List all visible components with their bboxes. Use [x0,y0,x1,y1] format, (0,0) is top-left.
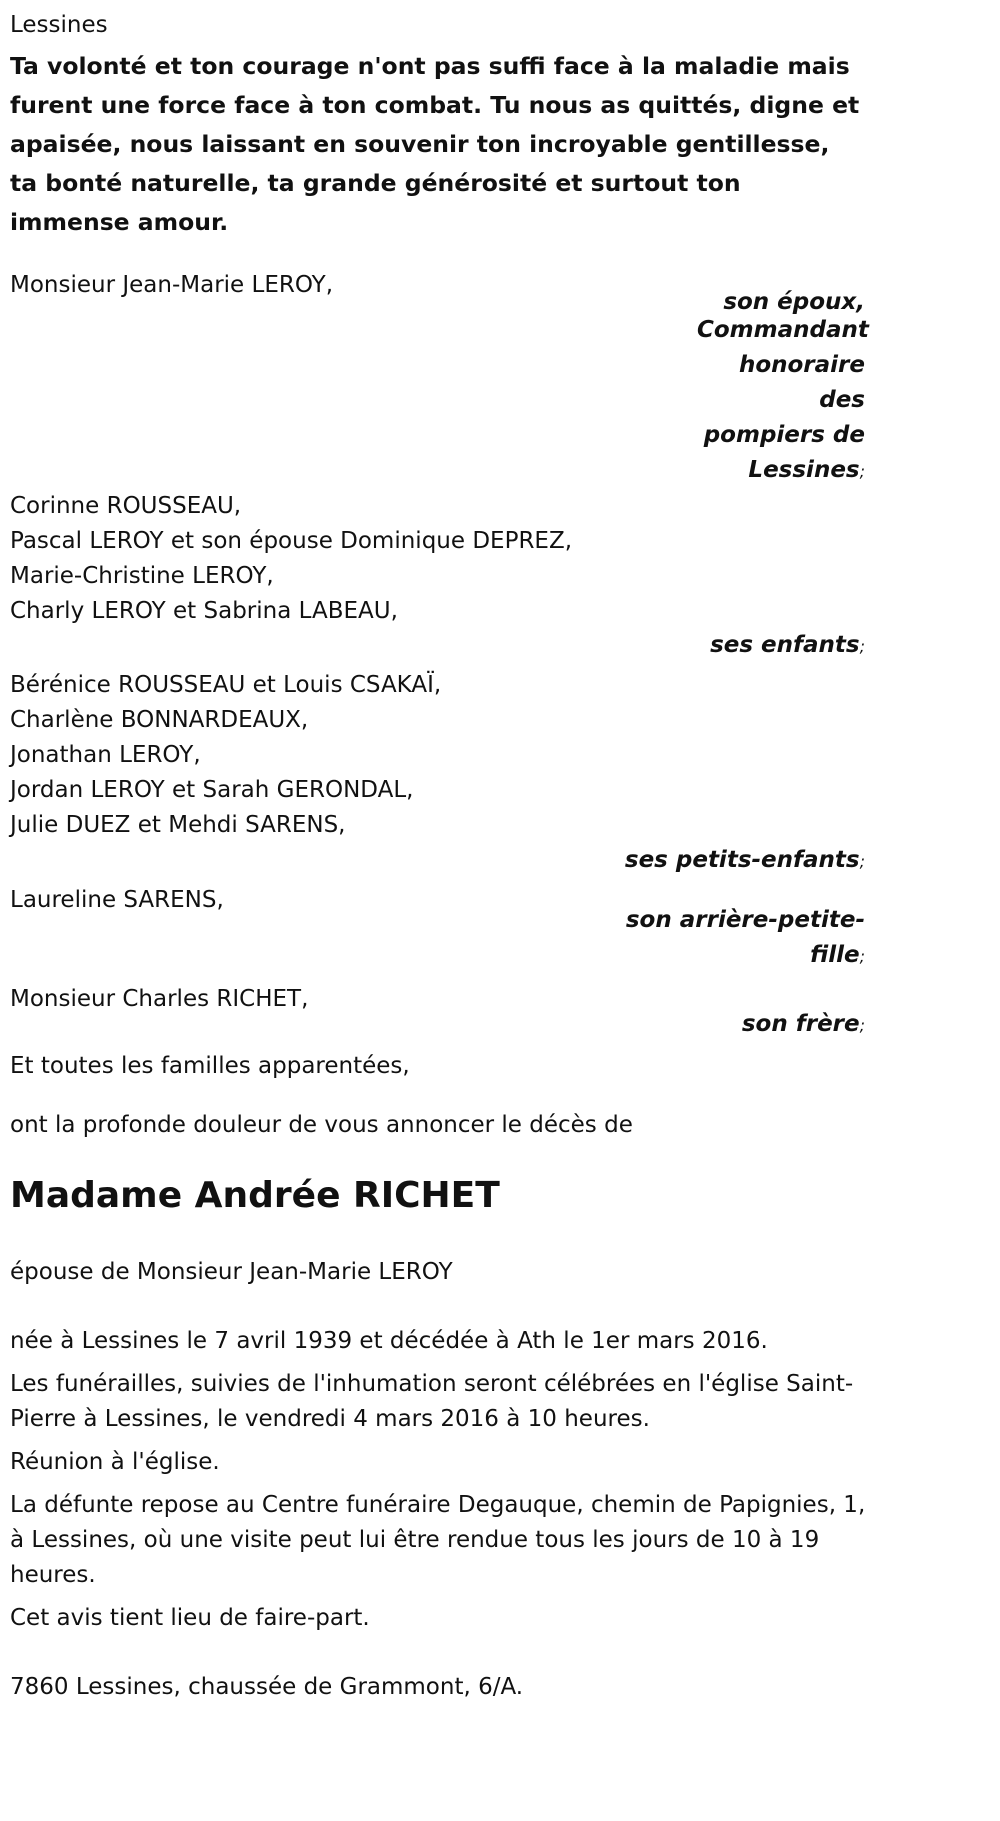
children-names [10,489,1000,629]
relation-label-children [697,628,865,664]
family-member-name: Charly LEROY et Sabrina LABEAU, [10,598,398,624]
relation-separator: ; [859,637,865,656]
relation-separator: ; [859,852,865,871]
family-member-name: Marie-Christine LEROY, [10,563,274,589]
deceased-name: Madame Andrée RICHET [10,1175,500,1216]
family-member-name: Jordan LEROY et Sarah GERONDAL, [10,777,414,803]
family-group-grandchildren [10,668,1000,879]
announcement-text: ont la profonde douleur de vous annoncer le décès de [10,1112,633,1138]
grandchildren-names [10,668,1000,843]
rest-place-text: La défunte repose au Centre funéraire Degauque, chemin de Papignies, 1, à Lessines, où une visite peut lui être rendue tous les jours de 10 à 19 heures. [10,1492,866,1588]
relation-label-great-granddaughter [615,903,865,974]
family-member-name: Jonathan LEROY, [10,742,201,768]
spouse-of-text: épouse de Monsieur Jean-Marie LEROY [10,1259,453,1285]
birth-death-text: née à Lessines le 7 avril 1939 et décédée à Ath le 1er mars 2016. [10,1328,768,1354]
relation-separator: ; [859,1016,865,1035]
relation-separator: ; [859,947,865,966]
relation-separator: ; [859,462,865,481]
relation-label-spouse-detail: Commandant honoraire des pompiers de Lessines [697,317,869,483]
family-member-name: Pascal LEROY et son épouse Dominique DEPREZ, [10,528,573,554]
family-others: Et toutes les familles apparentées, [10,1053,410,1079]
town-heading: Lessines [10,12,108,38]
relation-label-text: ses petits-enfants [624,847,860,873]
memorial-quote: Ta volonté et ton courage n'ont pas suffi face à la maladie mais furent une force face à ton combat. Tu nous as quittés, digne et apaisée, nous laissant en souvenir ton incroyable gentillesse, ta bonté naturelle, ta grande générosité et surtout ton immense amour. [10,52,860,236]
relation-label-spouse [697,289,869,489]
obituary-page [0,8,1000,1821]
family-member-name: Bérénice ROUSSEAU et Louis CSAKAÏ, [10,672,442,698]
family-member-name: Laureline SARENS, [10,887,224,913]
relation-label-text: son arrière-petite-fille [625,907,865,968]
family-member-name: Charlène BONNARDEAUX, [10,707,309,733]
address-text: 7860 Lessines, chaussée de Grammont, 6/A. [10,1674,524,1700]
family-group-great-granddaughter [10,883,1000,974]
family-member-name: Julie DUEZ et Mehdi SARENS, [10,812,346,838]
relation-label-text: son frère [741,1011,860,1037]
family-member-name: Monsieur Jean-Marie LEROY, [10,272,334,298]
notice-text: Cet avis tient lieu de faire-part. [10,1605,370,1631]
relation-label-grandchildren [605,843,865,879]
relation-label-spouse-first: son époux, [723,289,865,315]
relation-label-text: ses enfants [710,632,860,658]
family-group-brother [10,982,1000,1043]
relation-label-brother [697,1007,865,1043]
family-member-name: Corinne ROUSSEAU, [10,493,242,519]
funeral-details: Les funérailles, suivies de l'inhumation seront célébrées en l'église Saint-Pierre à Lessines, le vendredi 4 mars 2016 à 10 heures. [10,1371,854,1432]
family-member-name: Monsieur Charles RICHET, [10,986,309,1012]
meeting-text: Réunion à l'église. [10,1449,220,1475]
family-group-children [10,489,1000,664]
family-group-spouse [10,268,1000,489]
